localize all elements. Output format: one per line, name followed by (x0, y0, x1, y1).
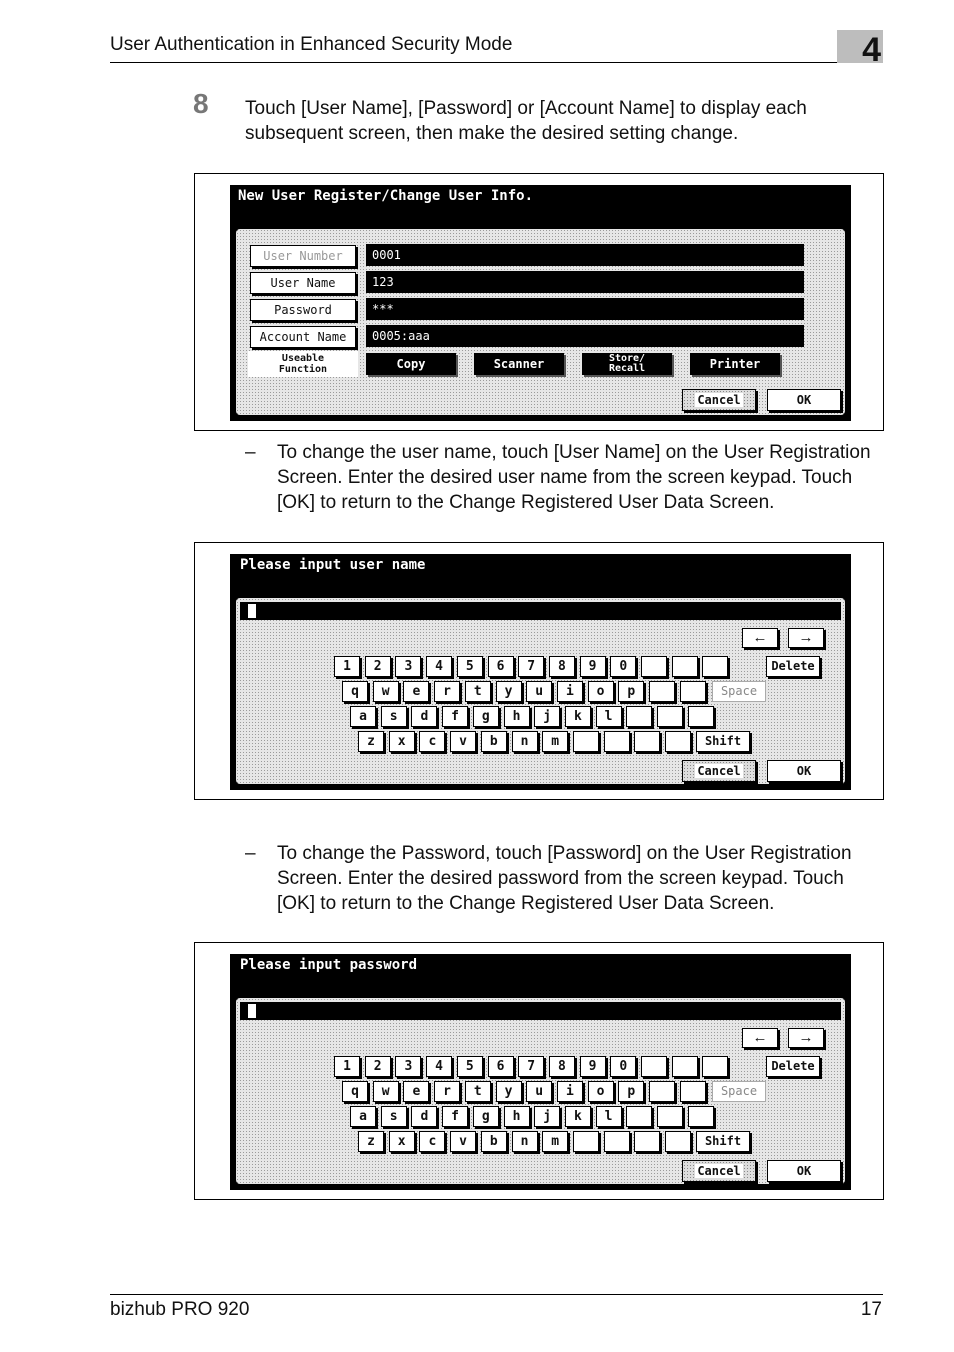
keypad-key[interactable]: r (434, 1081, 460, 1102)
useable-label-line2: Function (278, 364, 328, 375)
keypad-key[interactable]: 6 (488, 656, 514, 677)
keypad-key[interactable] (641, 656, 667, 677)
keypad-key[interactable]: y (496, 681, 522, 702)
keypad-key[interactable]: m (542, 1131, 568, 1152)
cancel-button[interactable] (682, 1160, 756, 1182)
keypad-key[interactable]: d (411, 706, 437, 727)
keypad-key[interactable] (680, 1081, 706, 1102)
keypad-key[interactable]: 5 (457, 656, 483, 677)
keypad-key[interactable]: e (403, 1081, 429, 1102)
keypad-key[interactable] (626, 1106, 652, 1127)
keypad-key[interactable] (634, 1131, 660, 1152)
keypad-key[interactable]: a (350, 1106, 376, 1127)
step-number: 8 (193, 88, 209, 119)
user-number-button: User Number (250, 245, 356, 267)
keypad-key[interactable]: d (411, 1106, 437, 1127)
keypad-key[interactable]: g (473, 706, 499, 727)
keypad-key[interactable]: w (373, 681, 399, 702)
keypad-key[interactable] (604, 1131, 630, 1152)
keypad-body (234, 596, 847, 786)
ok-button[interactable] (767, 1160, 841, 1182)
keypad-key[interactable]: 0 (610, 656, 636, 677)
user-number-value: 0001 (366, 244, 804, 266)
cancel-button[interactable] (682, 760, 756, 782)
keypad-key[interactable]: u (526, 1081, 552, 1102)
keypad-key[interactable]: q (342, 681, 368, 702)
ok-label: OK (796, 393, 812, 407)
keypad-key[interactable]: v (450, 1131, 476, 1152)
account-name-value: 0005:aaa (366, 325, 804, 347)
keypad-key[interactable] (680, 681, 706, 702)
keypad-key[interactable] (604, 731, 630, 752)
ok-button[interactable] (767, 389, 841, 411)
printer-function-button[interactable]: Printer (690, 353, 780, 375)
delete-key[interactable]: Delete (766, 656, 820, 677)
keypad-key[interactable]: 8 (549, 1056, 575, 1077)
keypad-key[interactable]: k (565, 1106, 591, 1127)
keypad-key[interactable]: 3 (395, 656, 421, 677)
keypad-key[interactable] (688, 1106, 714, 1127)
keypad-key[interactable]: e (403, 681, 429, 702)
keypad-key[interactable] (672, 656, 698, 677)
keypad-key[interactable]: l (596, 1106, 622, 1127)
keypad-key[interactable]: f (442, 706, 468, 727)
keypad-key[interactable]: 1 (334, 1056, 360, 1077)
keypad-key[interactable]: 4 (426, 1056, 452, 1077)
text-cursor (248, 1004, 256, 1018)
keypad-key[interactable]: z (358, 1131, 384, 1152)
keypad-key[interactable] (657, 706, 683, 727)
keypad-key[interactable]: m (542, 731, 568, 752)
keypad-key[interactable]: 2 (365, 656, 391, 677)
keypad-key[interactable] (641, 1056, 667, 1077)
keypad-key[interactable]: o (588, 1081, 614, 1102)
keypad-key[interactable]: 9 (580, 656, 606, 677)
keypad-key[interactable] (657, 1106, 683, 1127)
bullet-dash: – (245, 442, 256, 463)
keypad-body (234, 996, 847, 1186)
keypad-key[interactable]: 5 (457, 1056, 483, 1077)
keypad-key[interactable] (665, 1131, 691, 1152)
keypad-key[interactable]: b (481, 1131, 507, 1152)
keypad-key[interactable] (665, 731, 691, 752)
screenshot-input-user-name (194, 542, 884, 800)
keypad-key[interactable] (702, 1056, 728, 1077)
copy-function-button[interactable]: Copy (366, 353, 456, 375)
user-name-button[interactable]: User Name (250, 272, 356, 294)
keypad-key[interactable]: j (534, 1106, 560, 1127)
header-title: User Authentication in Enhanced Security Mode (110, 34, 513, 55)
space-key: Space (712, 681, 766, 702)
keypad-key[interactable] (573, 731, 599, 752)
keypad-key[interactable]: t (465, 681, 491, 702)
keypad-key[interactable]: s (381, 1106, 407, 1127)
keypad-key[interactable] (649, 681, 675, 702)
keypad-key[interactable] (702, 656, 728, 677)
keypad-key[interactable]: q (342, 1081, 368, 1102)
keypad-key[interactable]: 1 (334, 656, 360, 677)
keypad-key[interactable]: h (504, 1106, 530, 1127)
keypad-key[interactable] (573, 1131, 599, 1152)
keypad-key[interactable]: 6 (488, 1056, 514, 1077)
keypad-key[interactable]: c (419, 731, 445, 752)
keypad-key[interactable]: p (618, 1081, 644, 1102)
keypad-key[interactable]: 3 (395, 1056, 421, 1077)
keypad-key[interactable]: n (512, 731, 538, 752)
panel (230, 954, 851, 1190)
recall-label: Recall (608, 363, 646, 374)
keypad-key[interactable]: a (350, 706, 376, 727)
keypad-key[interactable] (688, 706, 714, 727)
keypad-key[interactable]: b (481, 731, 507, 752)
keypad-key[interactable]: w (373, 1081, 399, 1102)
ok-label: OK (796, 764, 812, 778)
keypad-key[interactable]: 7 (518, 1056, 544, 1077)
keypad-key[interactable]: i (557, 1081, 583, 1102)
password-value: *** (366, 298, 804, 320)
screen-title: Please input password (232, 956, 849, 994)
bullet-text: To change the Password, touch [Password] on the User Registration Screen. Enter the desired password from the screen keypad. Touch [OK] to return to the Change Registered User Data Screen. (277, 843, 852, 914)
keypad-key[interactable]: x (389, 1131, 415, 1152)
right-arrow-button[interactable]: → (788, 628, 824, 648)
step-text: Touch [User Name], [Password] or [Account Name] to display each subsequent screen, then make the desired setting change. (245, 98, 807, 144)
cancel-button[interactable] (682, 389, 756, 411)
footer-page-number: 17 (860, 1299, 882, 1320)
keypad-key[interactable]: 4 (426, 656, 452, 677)
keypad-key[interactable]: h (504, 706, 530, 727)
screenshot-input-password (194, 942, 884, 1200)
chapter-tab: 4 (837, 30, 883, 63)
keypad-key[interactable]: c (419, 1131, 445, 1152)
bullet-dash: – (245, 843, 256, 864)
keypad-key[interactable]: r (434, 681, 460, 702)
keypad-key[interactable]: g (473, 1106, 499, 1127)
keypad-key[interactable]: k (565, 706, 591, 727)
right-arrow-button[interactable]: → (788, 1028, 824, 1048)
keypad-key[interactable]: v (450, 731, 476, 752)
keypad-key[interactable] (626, 706, 652, 727)
keypad-key[interactable]: 8 (549, 656, 575, 677)
keypad-key[interactable]: u (526, 681, 552, 702)
cancel-label: Cancel (697, 764, 741, 778)
screenshot-user-info (194, 173, 884, 431)
keypad-key[interactable]: y (496, 1081, 522, 1102)
keypad-key[interactable]: j (534, 706, 560, 727)
keypad-key[interactable]: n (512, 1131, 538, 1152)
space-key: Space (712, 1081, 766, 1102)
panel (230, 185, 851, 421)
store-recall-function-button[interactable] (582, 353, 672, 375)
keypad-key[interactable]: z (358, 731, 384, 752)
keypad-key[interactable] (649, 1081, 675, 1102)
useable-function-label (248, 351, 358, 377)
cancel-label: Cancel (697, 1164, 741, 1178)
screen-title: Please input user name (232, 556, 849, 594)
scanner-function-button[interactable]: Scanner (474, 353, 564, 375)
keypad-key[interactable] (634, 731, 660, 752)
text-entry-field[interactable] (240, 602, 841, 620)
user-name-value: 123 (366, 271, 804, 293)
left-arrow-button[interactable]: ← (742, 1028, 778, 1048)
keypad-key[interactable]: l (596, 706, 622, 727)
useable-label-line1: Useable (281, 353, 325, 364)
text-cursor (248, 604, 256, 618)
shift-key[interactable]: Shift (696, 1131, 750, 1152)
screen-title: New User Register/Change User Info. (232, 187, 849, 225)
keypad-key[interactable]: 2 (365, 1056, 391, 1077)
keypad-key[interactable]: f (442, 1106, 468, 1127)
keypad-key[interactable]: p (618, 681, 644, 702)
footer-product: bizhub PRO 920 (110, 1299, 250, 1320)
header-rule (110, 62, 883, 63)
ok-label: OK (796, 1164, 812, 1178)
keypad-key[interactable]: 9 (580, 1056, 606, 1077)
left-arrow-button[interactable]: ← (742, 628, 778, 648)
keypad-key[interactable]: 0 (610, 1056, 636, 1077)
store-label: Store/ (608, 353, 646, 364)
panel-body (234, 227, 847, 417)
keypad-key[interactable]: t (465, 1081, 491, 1102)
keypad-key[interactable]: o (588, 681, 614, 702)
keypad-key[interactable] (672, 1056, 698, 1077)
keypad-key[interactable]: s (381, 706, 407, 727)
cancel-label: Cancel (697, 393, 741, 407)
keypad-key[interactable]: x (389, 731, 415, 752)
text-entry-field[interactable] (240, 1002, 841, 1020)
ok-button[interactable] (767, 760, 841, 782)
keypad-key[interactable]: 7 (518, 656, 544, 677)
keypad-key[interactable]: i (557, 681, 583, 702)
shift-key[interactable]: Shift (696, 731, 750, 752)
panel (230, 554, 851, 790)
password-button[interactable]: Password (250, 299, 356, 321)
delete-key[interactable]: Delete (766, 1056, 820, 1077)
account-name-button[interactable]: Account Name (250, 326, 356, 348)
bullet-text: To change the user name, touch [User Name] on the User Registration Screen. Enter the desired user name from the screen keypad. Touch [OK] to return to the Change Registered User Data Screen. (277, 442, 871, 513)
footer-rule (110, 1294, 883, 1295)
